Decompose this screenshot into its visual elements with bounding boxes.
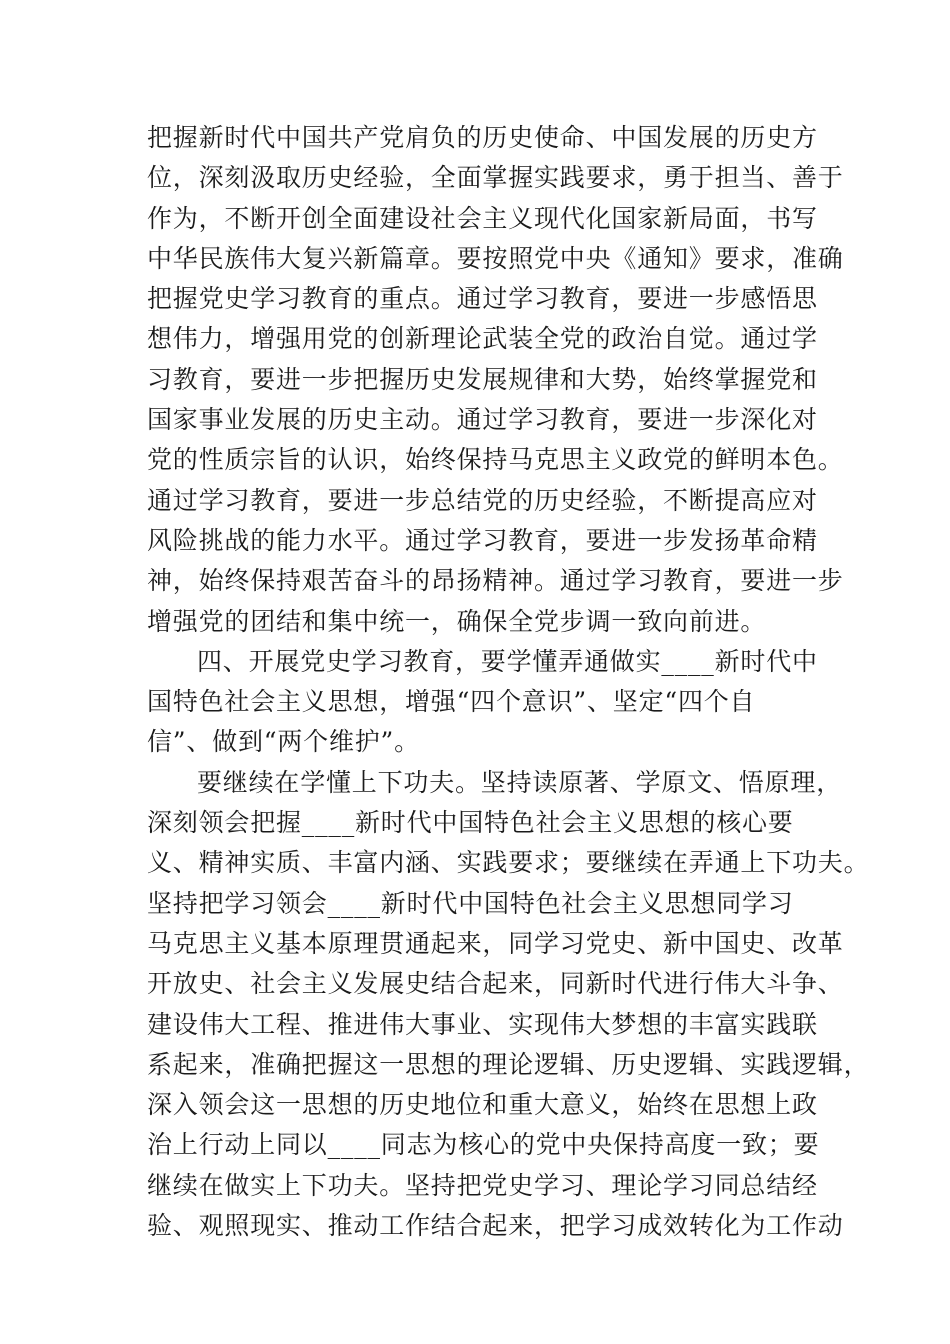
text-line: 中华民族伟大复兴新篇章。要按照党中央《通知》要求，准确 — [147, 243, 844, 273]
text-line: 把握党史学习教育的重点。通过学习教育，要进一步感悟思 — [147, 284, 818, 314]
text-line: 位，深刻汲取历史经验，全面掌握实践要求，勇于担当、善于 — [147, 163, 844, 193]
text-line: 党的性质宗旨的认识，始终保持马克思主义政党的鲜明本色。 — [147, 445, 844, 475]
text-line: 系起来，准确把握这一思想的理论逻辑、历史逻辑、实践逻辑， — [147, 1049, 870, 1079]
text-line: 作为，不断开创全面建设社会主义现代化国家新局面，书写 — [147, 203, 818, 233]
text-line: 建设伟大工程、推进伟大事业、实现伟大梦想的丰富实践联 — [147, 1009, 818, 1039]
text-line: 神，始终保持艰苦奋斗的昂扬精神。通过学习教育，要进一步 — [147, 566, 844, 596]
text-line: 治上行动上同以____同志为核心的党中央保持高度一致；要 — [147, 1130, 820, 1160]
text-line: 深入领会这一思想的历史地位和重大意义，始终在思想上政 — [147, 1090, 818, 1120]
text-line: 通过学习教育，要进一步总结党的历史经验，不断提高应对 — [147, 485, 818, 515]
text-line: 想伟力，增强用党的创新理论武装全党的政治自觉。通过学 — [147, 324, 818, 354]
text-line: 风险挑战的能力水平。通过学习教育，要进一步发扬革命精 — [147, 525, 818, 555]
text-line: 把握新时代中国共产党肩负的历史使命、中国发展的历史方 — [147, 123, 818, 152]
text-line: 要继续在学懂上下功夫。坚持读原著、学原文、悟原理， — [197, 767, 843, 797]
section-heading-line: 国特色社会主义思想，增强“四个意识”、坚定“四个自 — [147, 687, 756, 717]
text-line: 开放史、社会主义发展史结合起来，同新时代进行伟大斗争、 — [147, 969, 844, 999]
text-line: 验、观照现实、推动工作结合起来，把学习成效转化为工作动 — [147, 1211, 844, 1241]
text-line: 马克思主义基本原理贯通起来，同学习党史、新中国史、改革 — [147, 928, 844, 958]
text-line: 义、精神实质、丰富内涵、实践要求；要继续在弄通上下功夫。 — [147, 848, 870, 878]
text-line: 坚持把学习领会____新时代中国特色社会主义思想同学习 — [147, 888, 794, 918]
text-line: 国家事业发展的历史主动。通过学习教育，要进一步深化对 — [147, 405, 818, 435]
body-text — [147, 118, 870, 1246]
text-line: 继续在做实上下功夫。坚持把党史学习、理论学习同总结经 — [147, 1170, 818, 1200]
text-line: 深刻领会把握____新时代中国特色社会主义思想的核心要 — [147, 808, 794, 838]
text-line: 增强党的团结和集中统一，确保全党步调一致向前进。 — [147, 606, 767, 636]
section-heading-line: 信”、做到“两个维护”。 — [147, 727, 420, 757]
text-line: 习教育，要进一步把握历史发展规律和大势，始终掌握党和 — [147, 364, 818, 394]
section-heading-line: 四、开展党史学习教育，要学懂弄通做实____新时代中 — [197, 646, 818, 676]
